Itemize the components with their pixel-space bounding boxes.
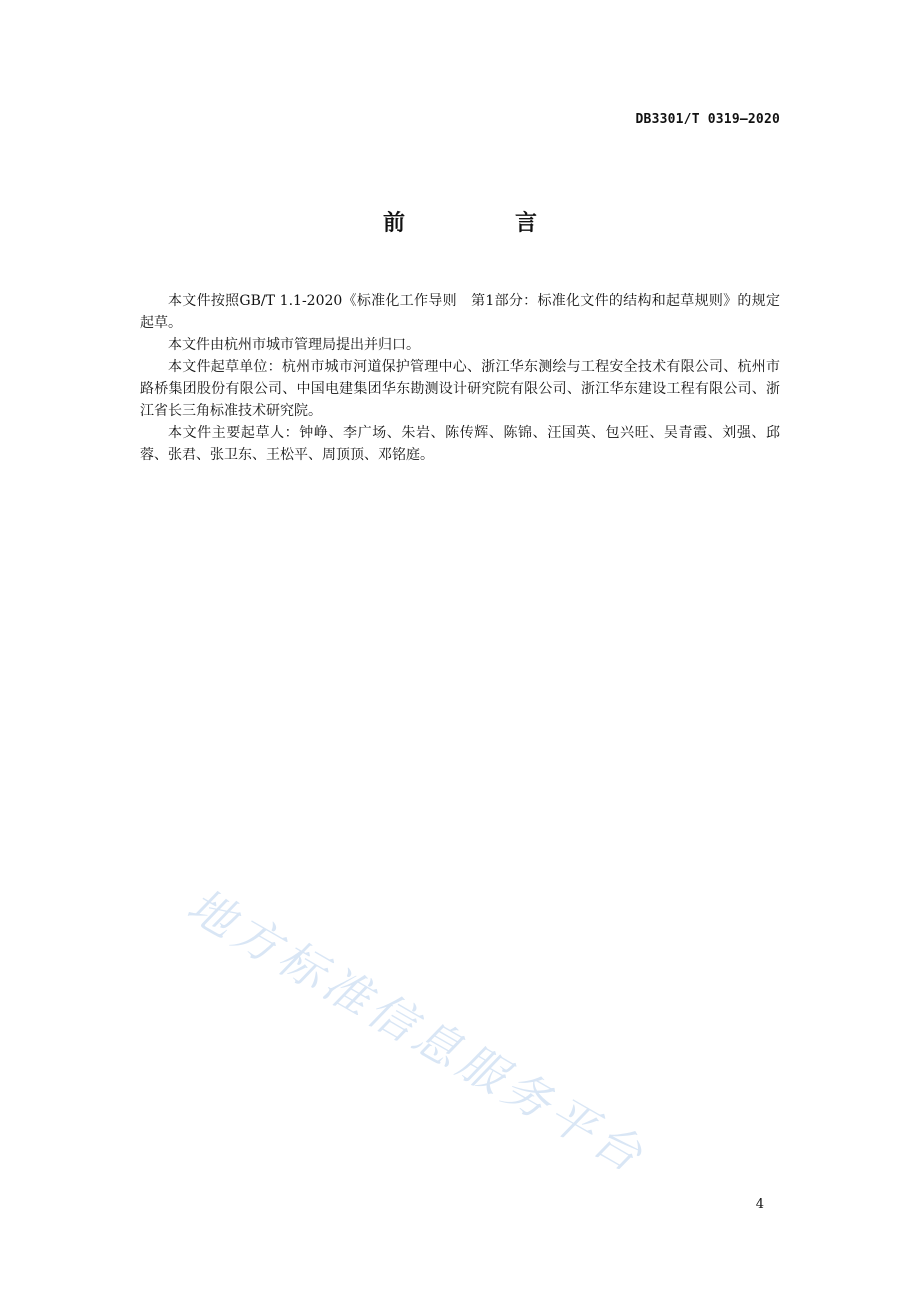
- document-code: DB3301/T 0319—2020: [635, 112, 780, 127]
- page-title: 前 言: [382, 211, 581, 236]
- watermark: 地方标准信息服务平台: [178, 877, 656, 1185]
- paragraph-drafting-units: 本文件起草单位：杭州市城市河道保护管理中心、浙江华东测绘与工程安全技术有限公司、杭州市路桥集团股份有限公司、中国电建集团华东勘测设计研究院有限公司、浙江华东建设工程有限公司、浙江省长三角标准技术研究院。: [140, 359, 780, 419]
- page-number: 4: [755, 1197, 764, 1212]
- paragraph-drafting-rules: 本文件按照GB/T 1.1-2020《标准化工作导则 第1部分：标准化文件的结构和起草规则》的规定起草。: [140, 293, 780, 331]
- paragraph-proposer: 本文件由杭州市城市管理局提出并归口。: [168, 337, 420, 353]
- paragraph-drafters: 本文件主要起草人：钟峥、李广场、朱岩、陈传辉、陈锦、汪国英、包兴旺、吴青霞、刘强、邱蓉、张君、张卫东、王松平、周顶顶、邓铭庭。: [140, 425, 780, 463]
- foreword-body: [140, 290, 780, 466]
